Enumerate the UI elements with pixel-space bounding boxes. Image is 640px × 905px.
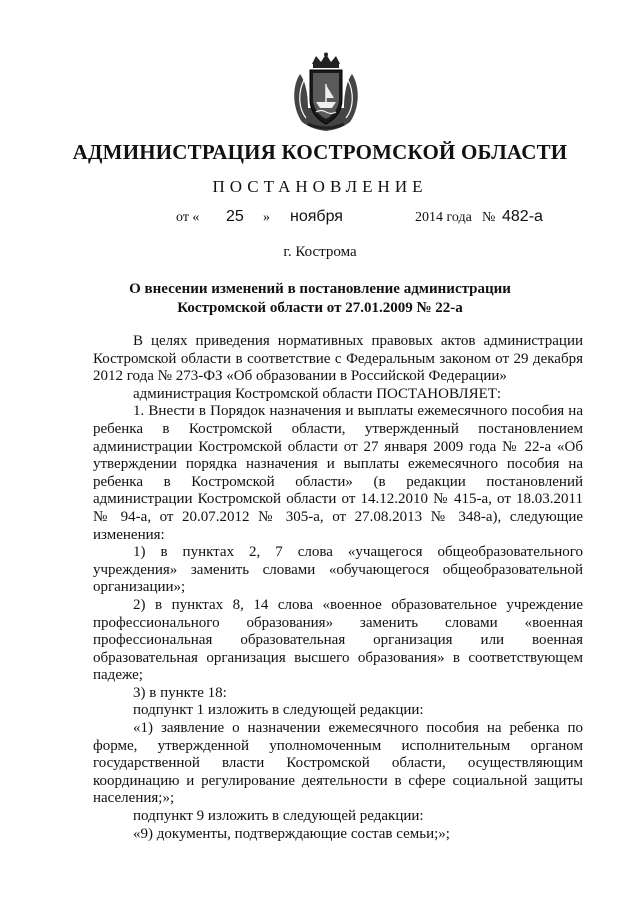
document-number: 482-а — [502, 208, 543, 225]
preamble-paragraph: В целях приведения нормативных правовых актов администрации Костромской области в соответствие с Федеральным законом от 29 декабря 2012 года № 273-ФЗ «Об образовании в Российской Федерации» — [93, 333, 583, 385]
item-1-paragraph: 1. Внести в Порядок назначения и выплаты ежемесячного пособия на ребенка в Костромской области, утвержденный постановлением администрации Костромской области от 27 января 2009 года № 22-а «Об утверждении порядка назначения и выплаты ежемесячного пособия на ребенка в Костромской области» (в редакции постановлений администрации Костромской области от 14.12.2010 № 415-а, от 18.03.2011 № 94-а, от 20.07.2012 № 305-а, от 27.08.2013 № 348-а), следующие изменения: — [93, 403, 583, 543]
subitem-1-paragraph: 1) в пунктах 2, 7 слова «учащегося общеобразовательного учреждения» заменить словами «обучающегося общеобразовательной организации»; — [93, 544, 583, 596]
kostroma-region-coat-of-arms-icon — [286, 52, 366, 132]
date-quote-close: » — [263, 210, 270, 225]
number-sign: № — [482, 210, 496, 225]
date-year: 2014 года — [415, 210, 472, 225]
document-subject — [0, 280, 640, 318]
subpoint-1-text: «1) заявление о назначении ежемесячного пособия на ребенка по форме, утвержденной уполномоченным исполнительным органом государственной власти Костромской области, осуществляющим координацию и регулирование деятельности в сфере социальной защиты населения;»; — [93, 720, 583, 807]
document-body — [93, 333, 583, 843]
subpoint-9-intro: подпункт 9 изложить в следующей редакции: — [133, 808, 424, 825]
subject-line-1: О внесении изменений в постановление администрации — [129, 281, 511, 297]
document-type: ПОСТАНОВЛЕНИЕ — [212, 177, 428, 196]
city: г. Кострома — [283, 244, 357, 260]
organization-title: АДМИНИСТРАЦИЯ КОСТРОМСКОЙ ОБЛАСТИ — [72, 140, 568, 164]
resolves-paragraph: администрация Костромской области ПОСТАНОВЛЯЕТ: — [133, 385, 502, 402]
subject-line-2: Костромской области от 27.01.2009 № 22-а — [177, 300, 463, 316]
subitem-2-paragraph: 2) в пунктах 8, 14 слова «военное образовательное учреждение профессионального образования» заменить словами «военная профессиональная образовательная организация или военная образовательная организация высшего образования» в соответствующем падеже; — [93, 596, 583, 684]
subpoint-9-text: «9) документы, подтверждающие состав семьи;»; — [133, 825, 450, 842]
date-prefix: от « — [176, 210, 200, 225]
date-month: ноября — [290, 208, 343, 225]
subpoint-1-intro: подпункт 1 изложить в следующей редакции: — [133, 702, 424, 719]
date-day: 25 — [226, 208, 244, 225]
date-number-line — [0, 210, 640, 234]
subitem-3-paragraph: 3) в пункте 18: — [133, 684, 227, 701]
